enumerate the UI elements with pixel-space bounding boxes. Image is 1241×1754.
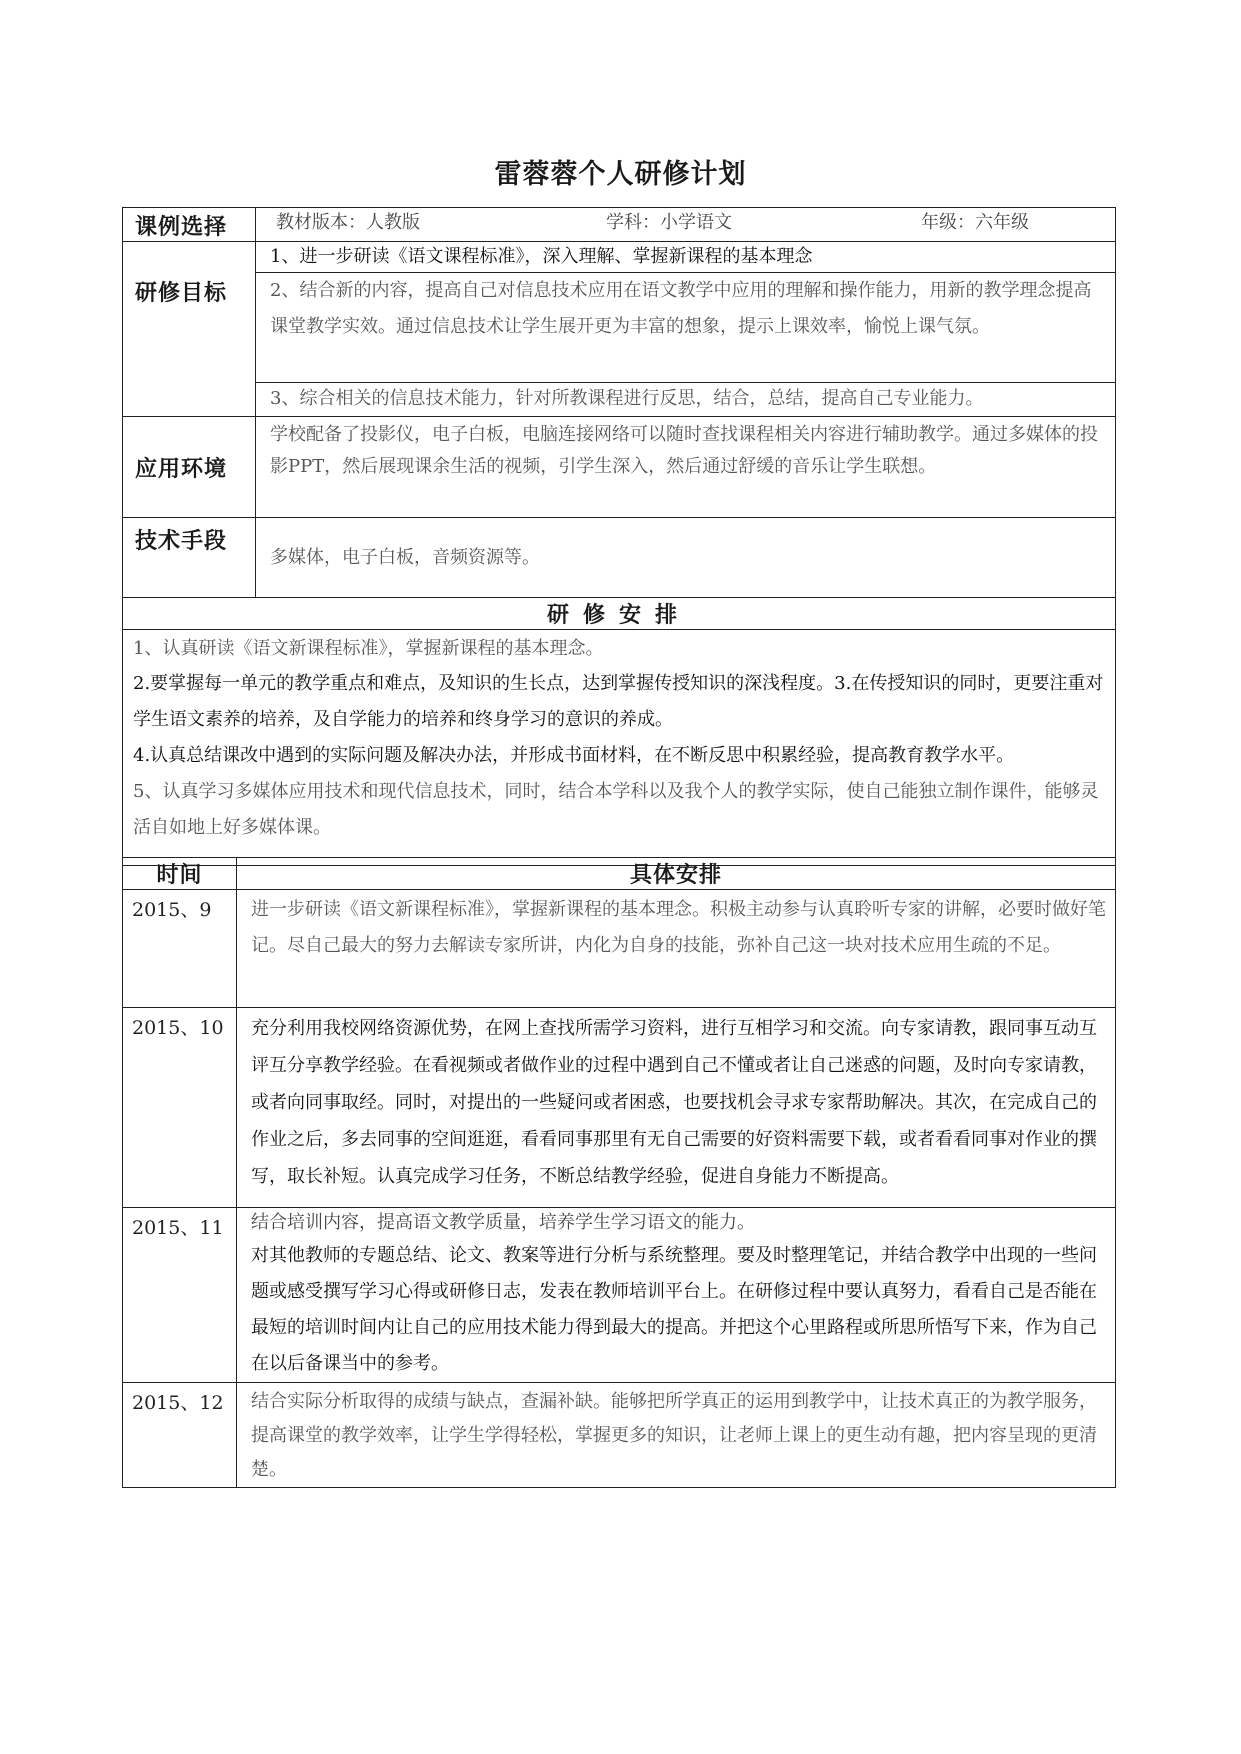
schedule-detail-4: 结合实际分析取得的成绩与缺点，查漏补缺。能够把所学真正的运用到教学中，让技术真正的为教学服务，提高课堂的教学效率，让学生学得轻松，掌握更多的知识，让老师上课上的更生动有趣，把内容呈现的更清楚。: [237, 1383, 1116, 1488]
environment-label: 应用环境: [123, 417, 256, 518]
plan-paragraph-3: 4.认真总结课改中遇到的实际问题及解决办法，并形成书面材料，在不断反思中积累经验，提高教育教学水平。: [133, 745, 1015, 766]
schedule-detail-3-line-1: 结合培训内容，提高语文教学质量，培养学生学习语文的能力。: [251, 1212, 755, 1233]
plan-paragraph-4: 5、认真学习多媒体应用技术和现代信息技术，同时，结合本学科以及我个人的教学实际，使自己能独立制作课件，能够灵活自如地上好多媒体课。: [133, 781, 1099, 838]
environment-text: 学校配备了投影仪，电子白板，电脑连接网络可以随时查找课程相关内容进行辅助教学。通过多媒体的投影PPT，然后展现课余生活的视频，引学生深入，然后通过舒缓的音乐让学生联想。: [256, 417, 1116, 518]
schedule-time-4: 2015、12: [123, 1383, 237, 1488]
technique-label: 技术手段: [123, 518, 256, 598]
schedule-detail-2: 充分利用我校网络资源优势，在网上查找所需学习资料，进行互相学习和交流。向专家请教，跟同事互动互评互分享教学经验。在看视频或者做作业的过程中遇到自己不懂或者让自己迷惑的问题，及时向专家请教，或者向同事取经。同时，对提出的一些疑问或者困惑，也要找机会寻求专家帮助解决。其次，在完成自己的作业之后，多去同事的空间逛逛，看看同事那里有无自己需要的好资料需要下载，或者看看同事对作业的撰写，取长补短。认真完成学习任务，不断总结教学经验，促进自身能力不断提高。: [237, 1008, 1116, 1208]
schedule-detail-3: [237, 1208, 1116, 1383]
course-label: 课例选择: [123, 208, 256, 242]
technique-text: 多媒体，电子白板，音频资源等。: [256, 518, 1116, 598]
schedule-detail-3-line-2: 对其他教师的专题总结、论文、教案等进行分析与系统整理。要及时整理笔记，并结合教学中出现的一些问题或感受撰写学习心得或研修日志，发表在教师培训平台上。在研修过程中要认真努力，看看自己是否能在最短的培训时间内让自己的应用技术能力得到最大的提高。并把这个心里路程或所思所悟写下来，作为自己在以后备课当中的参考。: [251, 1245, 1097, 1374]
schedule-table: [122, 857, 1116, 1488]
plan-heading-text: 研修安排: [546, 603, 691, 628]
subject: 学科：小学语文: [606, 212, 732, 233]
plan-paragraph-1: 1、认真研读《语文新课程标准》，掌握新课程的基本理念。: [133, 638, 604, 659]
plan-info-table: [122, 207, 1116, 866]
goal-item-2: 2、结合新的内容，提高自己对信息技术应用在语文教学中应用的理解和操作能力，用新的教学理念提高课堂教学实效。通过信息技术让学生展开更为丰富的想象，提示上课效率，愉悦上课气氛。: [256, 273, 1116, 383]
goal-item-3: 3、综合相关的信息技术能力，针对所教课程进行反思，结合，总结，提高自己专业能力。: [256, 383, 1116, 417]
schedule-time-1: 2015、9: [123, 890, 237, 1008]
textbook-version: 教材版本：人教版: [276, 212, 420, 233]
page-title: 雷蓉蓉个人研修计划: [494, 159, 747, 190]
goal-item-1: 1、进一步研读《语文课程标准》，深入理解、掌握新课程的基本理念: [256, 242, 1116, 273]
grade: 年级：六年级: [921, 212, 1029, 233]
course-row: [256, 208, 1115, 238]
schedule-detail-1: 进一步研读《语文新课程标准》，掌握新课程的基本理念。积极主动参与认真聆听专家的讲解，必要时做好笔记。尽自己最大的努力去解读专家所讲，内化为自身的技能，弥补自己这一块对技术应用生疏的不足。: [237, 890, 1116, 1008]
schedule-time-2: 2015、10: [123, 1008, 237, 1208]
time-header: 时间: [123, 858, 237, 890]
course-cell: [256, 208, 1116, 242]
plan-paragraph-2: 2.要掌握每一单元的教学重点和难点，及知识的生长点，达到掌握传授知识的深浅程度。3.在传授知识的同时，更要注重对学生语文素养的培养，及自学能力的培养和终身学习的意识的养成。: [133, 673, 1104, 730]
plan-body: [123, 630, 1116, 866]
detail-header: 具体安排: [237, 858, 1116, 890]
schedule-time-3: 2015、11: [123, 1208, 237, 1383]
goals-label: 研修目标: [123, 242, 256, 417]
plan-heading: [123, 598, 1116, 630]
